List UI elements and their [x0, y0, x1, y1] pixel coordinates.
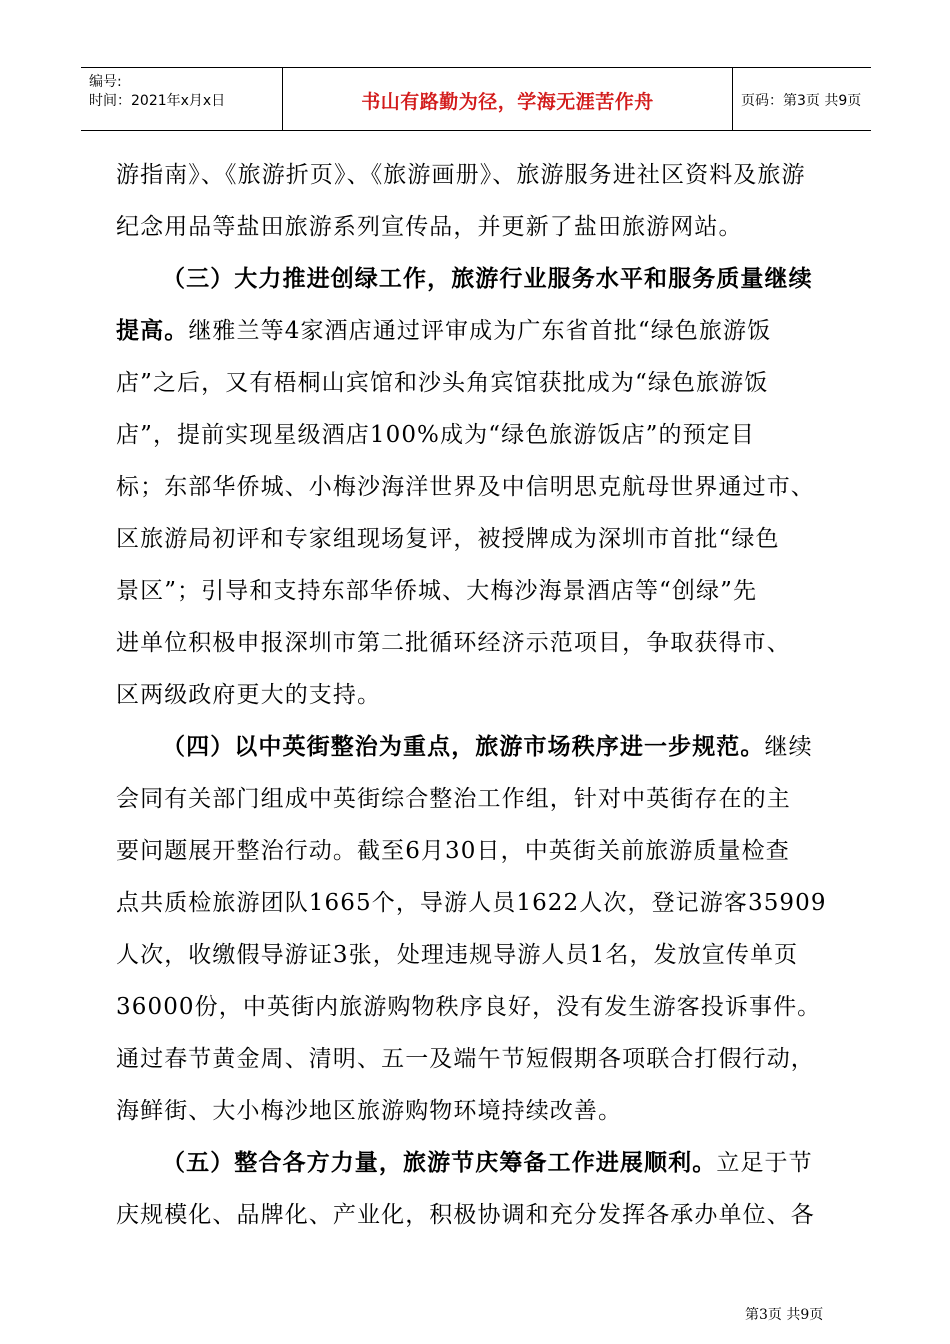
- body-line: 景区”；引导和支持东部华侨城、大梅沙海景酒店等“创绿”先: [116, 578, 758, 604]
- footer-page-number: 第3页 共9页: [745, 1307, 824, 1323]
- body-line: 店”，提前实现星级酒店100%成为“绿色旅游饭店”的预定目: [116, 422, 755, 448]
- section-heading-4: （四）以中英街整治为重点，旅游市场秩序进一步规范。: [162, 733, 765, 760]
- body-line: 标；东部华侨城、小梅沙海洋世界及中信明思克航母世界通过市、: [116, 474, 815, 500]
- document-header: [81, 67, 871, 131]
- body-text: 继续: [764, 734, 813, 760]
- body-line: [162, 1148, 882, 1178]
- body-line: 庆规模化、品牌化、产业化，积极协调和充分发挥各承办单位、各: [116, 1202, 815, 1228]
- section-heading-3: （三）大力推进创绿工作，旅游行业服务水平和服务质量继续: [162, 265, 813, 292]
- section-heading-3-end: 提高。: [116, 317, 189, 344]
- header-motto: 书山有路勤为径，学海无涯苦作舟: [361, 91, 654, 113]
- body-line: 36000份，中英街内旅游购物秩序良好，没有发生游客投诉事件。: [116, 994, 822, 1020]
- header-motto-cell: [283, 68, 733, 130]
- body-line: 纪念用品等盐田旅游系列宣传品，并更新了盐田旅游网站。: [116, 214, 743, 240]
- document-date-label: 时间：2021年x月x日: [89, 93, 226, 109]
- body-line: 区两级政府更大的支持。: [116, 682, 382, 708]
- body-line: 区旅游局初评和专家组现场复评，被授牌成为深圳市首批“绿色: [116, 526, 780, 552]
- section-heading-5: （五）整合各方力量，旅游节庆筹备工作进展顺利。: [162, 1149, 717, 1176]
- header-page-cell: [733, 68, 871, 130]
- body-line: 游指南》、《旅游折页》、《旅游画册》、旅游服务进社区资料及旅游: [116, 162, 806, 188]
- document-number-label: 编号:: [89, 74, 122, 90]
- header-meta-cell: [81, 68, 283, 130]
- body-text: 立足于节: [716, 1150, 813, 1176]
- body-line: [116, 316, 836, 346]
- body-line: 店”之后，又有梧桐山宾馆和沙头角宾馆获批成为“绿色旅游饭: [116, 370, 769, 396]
- body-line: 要问题展开整治行动。截至6月30日，中英街关前旅游质量检查: [116, 838, 790, 864]
- body-line: 通过春节黄金周、清明、五一及端午节短假期各项联合打假行动，: [116, 1046, 815, 1072]
- body-line: [162, 732, 882, 762]
- body-text: 继雅兰等4家酒店通过评审成为广东省首批“绿色旅游饭: [188, 318, 772, 344]
- body-line: 人次，收缴假导游证3张，处理违规导游人员1名，发放宣传单页: [116, 942, 799, 968]
- body-line: 进单位积极申报深圳市第二批循环经济示范项目，争取获得市、: [116, 630, 791, 656]
- body-line: 会同有关部门组成中英街综合整治工作组，针对中英街存在的主: [116, 786, 791, 812]
- header-page-number: 页码：第3页 共9页: [741, 93, 862, 109]
- body-line: 海鲜街、大小梅沙地区旅游购物环境持续改善。: [116, 1098, 623, 1124]
- body-line: 点共质检旅游团队1665个，导游人员1622人次，登记游客35909: [116, 890, 827, 916]
